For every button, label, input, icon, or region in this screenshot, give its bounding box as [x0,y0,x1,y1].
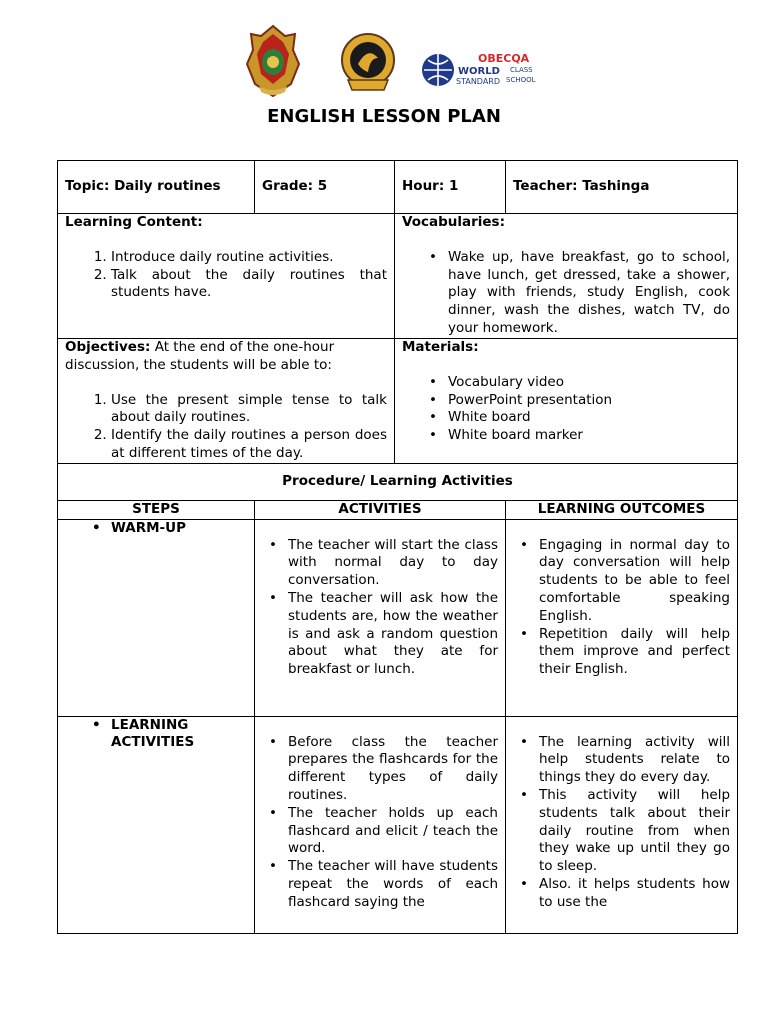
list-item: • This activity will help students talk about their daily routine from when they wake up until they go to sleep. [493,787,730,876]
list-item: 1. Introduce daily routine activities. [111,249,387,267]
list-item: • White board [402,409,730,427]
materials-list [402,374,730,445]
emblem-seal-icon [340,28,396,100]
list-item: • The teacher holds up each flashcard and elicit / teach the word. [242,805,498,858]
step-label: • WARM-UP [65,520,247,538]
teacher-cell: Teacher: Tashinga [506,161,738,214]
step-label: • LEARNING ACTIVITIES [65,717,247,753]
svg-text:OBECQA: OBECQA [478,52,530,65]
objectives-row [58,339,738,464]
list-item: 2. Talk about the daily routines that students have. [111,267,387,303]
list-item: • PowerPoint presentation [402,392,730,410]
materials-cell [395,339,738,464]
list-item: • White board marker [402,427,730,445]
outcomes-cell [506,519,738,716]
materials-label: Materials: [402,339,479,355]
list-item: • Before class the teacher prepares the flashcards for the different types of daily routines. [242,734,498,805]
objectives-label: Objectives: [65,339,151,355]
content-row [58,214,738,339]
svg-text:WORLD: WORLD [458,66,500,77]
activities-cell [255,716,506,933]
table-row [58,716,738,933]
objectives-cell [58,339,395,464]
list-item: • The teacher will have students repeat the words of each flashcard saying the [242,858,498,911]
list-item: • Wake up, have breakfast, go to school, have lunch, get dressed, take a shower, play with friends, study English, cook dinner, wash the dishes, watch TV, do your homework. [402,249,730,338]
svg-text:STANDARD: STANDARD [456,77,501,86]
list-item: • The learning activity will help students relate to things they do every day. [493,734,730,787]
column-header-activities: ACTIVITIES [255,500,506,519]
list-item: • Engaging in normal day to day conversation will help students to be able to feel comfortable speaking English. [493,537,730,626]
table-row [58,519,738,716]
list-item: • The teacher will start the class with normal day to day conversation. [242,537,498,590]
step-cell [58,716,255,933]
activities-cell [255,519,506,716]
vocabularies-cell [395,214,738,339]
list-item: • The teacher will ask how the students are, how the weather is and ask a random question about what they ate for breakfast or lunch. [242,590,498,679]
learning-content-list [65,249,387,302]
learning-content-label: Learning Content: [65,214,203,230]
list-item: 1. Use the present simple tense to talk about daily routines. [111,392,387,428]
vocabularies-label: Vocabularies: [402,214,505,230]
lesson-plan-table [57,160,738,934]
vocabularies-list [402,249,730,338]
procedure-title: Procedure/ Learning Activities [58,463,738,500]
svg-text:SCHOOL: SCHOOL [506,76,536,84]
school-crest-icon [245,24,301,98]
outcomes-cell [506,716,738,933]
page-title: ENGLISH LESSON PLAN [267,106,501,127]
svg-text:CLASS: CLASS [510,66,533,74]
list-item: • Vocabulary video [402,374,730,392]
procedure-title-row [58,463,738,500]
learning-content-cell [58,214,395,339]
obecqa-world-class-logo-icon [420,50,540,90]
grade-cell: Grade: 5 [255,161,395,214]
procedure-header-row [58,500,738,519]
info-row [58,161,738,214]
list-item: 2. Identify the daily routines a person does at different times of the day. [111,427,387,463]
objectives-intro: At the end of the one-hour discussion, the students will be able to: [65,339,335,373]
step-cell [58,519,255,716]
column-header-steps: STEPS [58,500,255,519]
column-header-outcomes: LEARNING OUTCOMES [506,500,738,519]
list-item: • Repetition daily will help them improve and perfect their English. [493,626,730,679]
objectives-list [65,392,387,463]
list-item: • Also. it helps students how to use the [493,876,730,912]
hour-cell: Hour: 1 [395,161,506,214]
topic-cell: Topic: Daily routines [58,161,255,214]
